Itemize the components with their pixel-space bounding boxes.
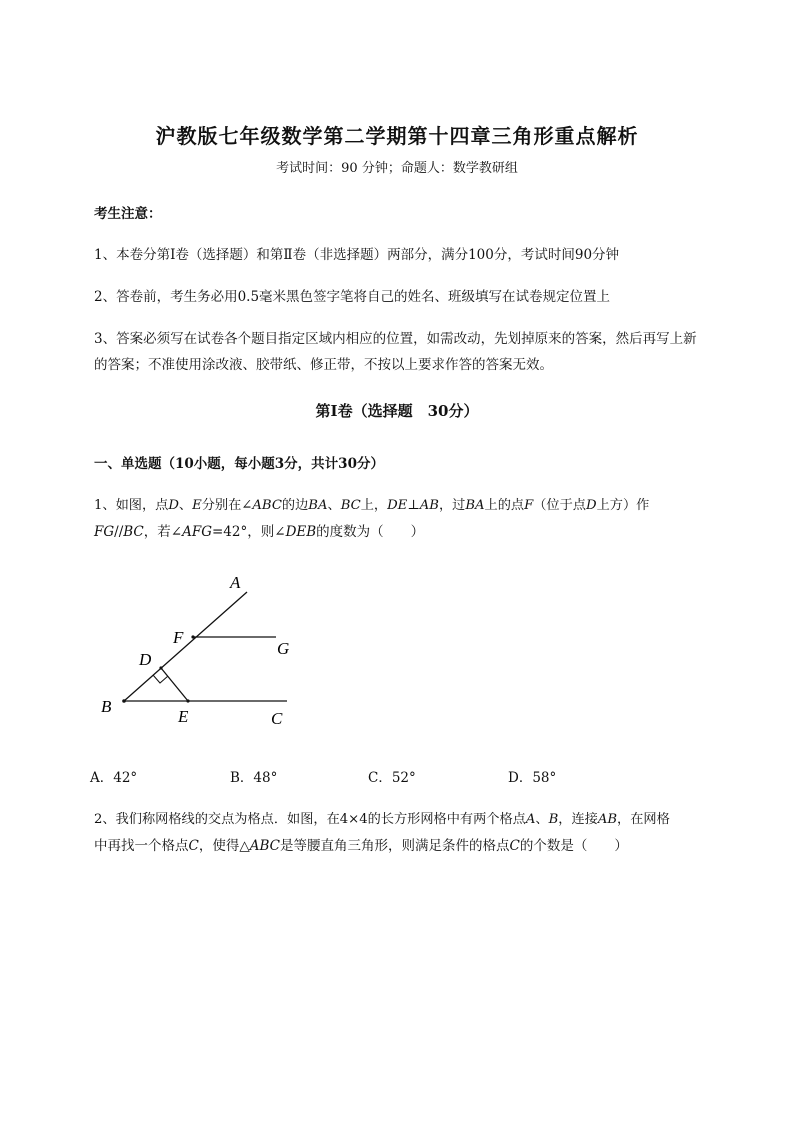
question-2-line-2: 中再找一个格点C，使得△ABC是等腰直角三角形，则满足条件的格点C的个数是（ ） [94,838,628,854]
question-1-figure [0,560,360,740]
option-d: D．58° [508,770,557,786]
notice-heading: 考生注意： [94,206,162,222]
line-ba [124,592,247,701]
label-c: C [271,709,283,728]
notice-item-1: 1、本卷分第I卷（选择题）和第Ⅱ卷（非选择题）两部分，满分100分，考试时间90分钟 [94,247,620,263]
option-c: C．52° [368,770,416,786]
question-1-line-1: 1、如图，点D、E分别在∠ABC的边BA、BC上，DE⊥AB，过BA上的点F（位于点D上方）作 [94,498,650,513]
part-title: 一、单选题（10小题，每小题3分，共计30分） [94,456,384,472]
label-e: E [178,707,189,726]
line-de [161,668,188,701]
point-b [122,699,126,703]
question-2-line-1: 2、我们称网格线的交点为格点．如图，在4×4的长方形网格中有两个格点A、B，连接AB，在网格 [94,812,670,827]
option-a: A．42° [90,770,138,786]
notice-item-3-cont: 的答案；不准使用涂改液、胶带纸、修正带，不按以上要求作答的答案无效。 [94,357,553,373]
section-title: 第I卷（选择题 30分） [315,402,479,420]
label-f: F [173,628,184,647]
label-b: B [101,697,112,716]
point-f [191,635,194,638]
label-g: G [277,639,290,658]
label-d: D [139,650,152,669]
point-d [159,666,162,669]
option-b: B．48° [230,770,278,786]
exam-info: 考试时间：90 分钟；命题人：数学教研组 [276,161,518,176]
notice-item-2: 2、答卷前，考生务必用0.5毫米黑色签字笔将自己的姓名、班级填写在试卷规定位置上 [94,289,611,305]
notice-item-3: 3、答案必须写在试卷各个题目指定区域内相应的位置，如需改动，先划掉原来的答案，然后再写上新 [94,331,697,347]
label-a: A [230,573,241,592]
right-angle-mark [153,675,168,683]
point-e [186,699,189,702]
question-1-line-2: FG//BC，若∠AFG=42°，则∠DEB的度数为（ ） [94,524,425,540]
page-title: 沪教版七年级数学第二学期第十四章三角形重点解析 [155,124,639,148]
